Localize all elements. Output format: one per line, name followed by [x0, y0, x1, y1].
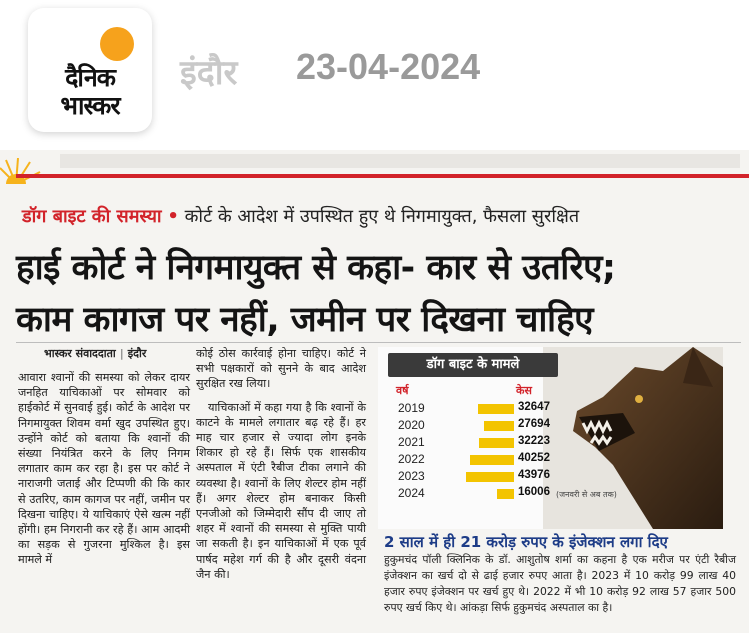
cut-edge-strip [60, 154, 740, 168]
top-bar [0, 0, 749, 150]
chart-bar [497, 489, 514, 499]
article-column-1 [18, 370, 190, 568]
kicker [22, 204, 742, 234]
kicker-text: कोर्ट के आदेश में उपस्थित हुए थे निगमायुक्त, फैसला सुरक्षित [184, 206, 580, 227]
column-3-text: हुकुमचंद पॉली क्लिनिक के डॉ. आशुतोष शर्मा का कहना है एक मरीज पर एंटी रैबीज इंजेक्शन का खर्च दो से ढाई हजार रुपए आता है। 2023 में 10 करोड़ 99 लाख 40 हजार रुपए इंजेक्शन पर खर्च हुए थे। 2022 में भी 10 करोड़ 92 लाख 57 हजार 500 रुपए खर्च किए थे। आंकड़ा सिर्फ हुकुमचंद अस्पताल का है। [384, 553, 736, 614]
chart-title: डॉग बाइट के मामले [388, 353, 558, 377]
byline-city: इंदौर [127, 347, 147, 360]
headline-line-1: हाई कोर्ट ने निगमायुक्त से कहा- कार से उतरिए; [16, 248, 616, 288]
column-2-para-1: कोई ठोस कार्रवाई होना चाहिए। कोर्ट ने सभी पक्षकारों को सुनने के बाद आदेश सुरक्षित रख लिया। [196, 347, 366, 391]
column-1-text: आवारा श्वानों की समस्या को लेकर दायर जनहित याचिकाओं पर सोमवार को हाईकोर्ट में सुनवाई हुई। कोर्ट के आदेश पर निगमायुक्त शिवम वर्मा खुद उपस्थित हुए। उन्होंने कोर्ट को बताया कि श्वानों की संख्या नियंत्रित करने के लिए निगम लगातार काम कर रहा है। इस पर कोर्ट ने नाराजगी जताई और टिप्पणी की कि कार से उतरिए, काम कागज पर नहीं, जमीन पर दिखना चाहिए। ये याचिकाएं ऐसे खत्म नहीं होंगी। हम निगरानी कर रहे हैं। आम आदमी का सड़क से गुजरना मुश्किल है। इस मामले में [18, 371, 190, 567]
sunburst-icon [0, 158, 56, 184]
chart-x-header: केस [516, 384, 532, 397]
chart-value-label: 27694 [518, 418, 550, 430]
chart-year-label: 2020 [398, 418, 425, 432]
chart-year-label: 2024 [398, 486, 425, 500]
chart-value-label: 40252 [518, 452, 550, 464]
chart-year-label: 2023 [398, 469, 425, 483]
chart-value-label: 32647 [518, 401, 550, 413]
byline-source: भास्कर संवाददाता [44, 347, 116, 360]
dog-bite-chart [378, 347, 723, 529]
logo-line-1: दैनिक [65, 63, 115, 92]
logo-line-2: भास्कर [60, 91, 120, 120]
red-rule [16, 174, 749, 178]
chart-bar [484, 421, 514, 431]
byline [44, 346, 146, 361]
chart-bar [470, 455, 514, 465]
headline [16, 242, 736, 346]
dainik-bhaskar-logo [28, 8, 152, 132]
byline-separator: | [119, 347, 124, 360]
headline-line-2: काम कागज पर नहीं, जमीन पर दिखना चाहिए [16, 300, 594, 340]
article-column-2 [196, 346, 366, 582]
chart-annotation: (जनवरी से अब तक) [556, 490, 617, 499]
article-column-3 [384, 552, 736, 616]
news-clipping [0, 150, 749, 633]
chart-value-label: 43976 [518, 469, 550, 481]
chart-value-label: 16006 [518, 486, 550, 498]
chart-bar [479, 438, 514, 448]
chart-value-label: 32223 [518, 435, 550, 447]
chart-y-header: वर्ष [396, 384, 409, 397]
column-2-para-2: याचिकाओं में कहा गया है कि श्वानों के काटने के मामले लगातार बढ़ रहे हैं। हर माह चार हजार से ज्यादा लोग इनके शिकार हो रहे हैं। सिर्फ एक शासकीय अस्पताल में एंटी रैबीज टीका लगाने की व्यवस्था है। श्वानों के लिए शेल्टर होम नहीं हैं। अगर शेल्टर होम बनाकर किसी एनजीओ को जिम्मेदारी सौंप दी जाए तो शहर में श्वानों की समस्या से मुक्ति पायी जा सकती है। इन याचिकाओं में एक पूर्व पार्षद महेश गर्ग की है और दूसरी वंदना जैन की। [196, 400, 366, 581]
kicker-separator: • [167, 206, 179, 227]
chart-year-label: 2019 [398, 401, 425, 415]
chart-bar [478, 404, 514, 414]
edition-date: 23-04-2024 [296, 46, 481, 87]
chart-bar [466, 472, 514, 482]
edition-city: इंदौर [180, 53, 238, 93]
divider [16, 342, 741, 343]
dog-illustration-icon [543, 347, 723, 529]
chart-year-label: 2022 [398, 452, 425, 466]
sun-icon [100, 27, 134, 61]
chart-year-label: 2021 [398, 435, 425, 449]
kicker-label: डॉग बाइट की समस्या [22, 206, 162, 227]
sub-headline: 2 साल में ही 21 करोड़ रुपए के इंजेक्शन लगा दिए [384, 533, 668, 551]
